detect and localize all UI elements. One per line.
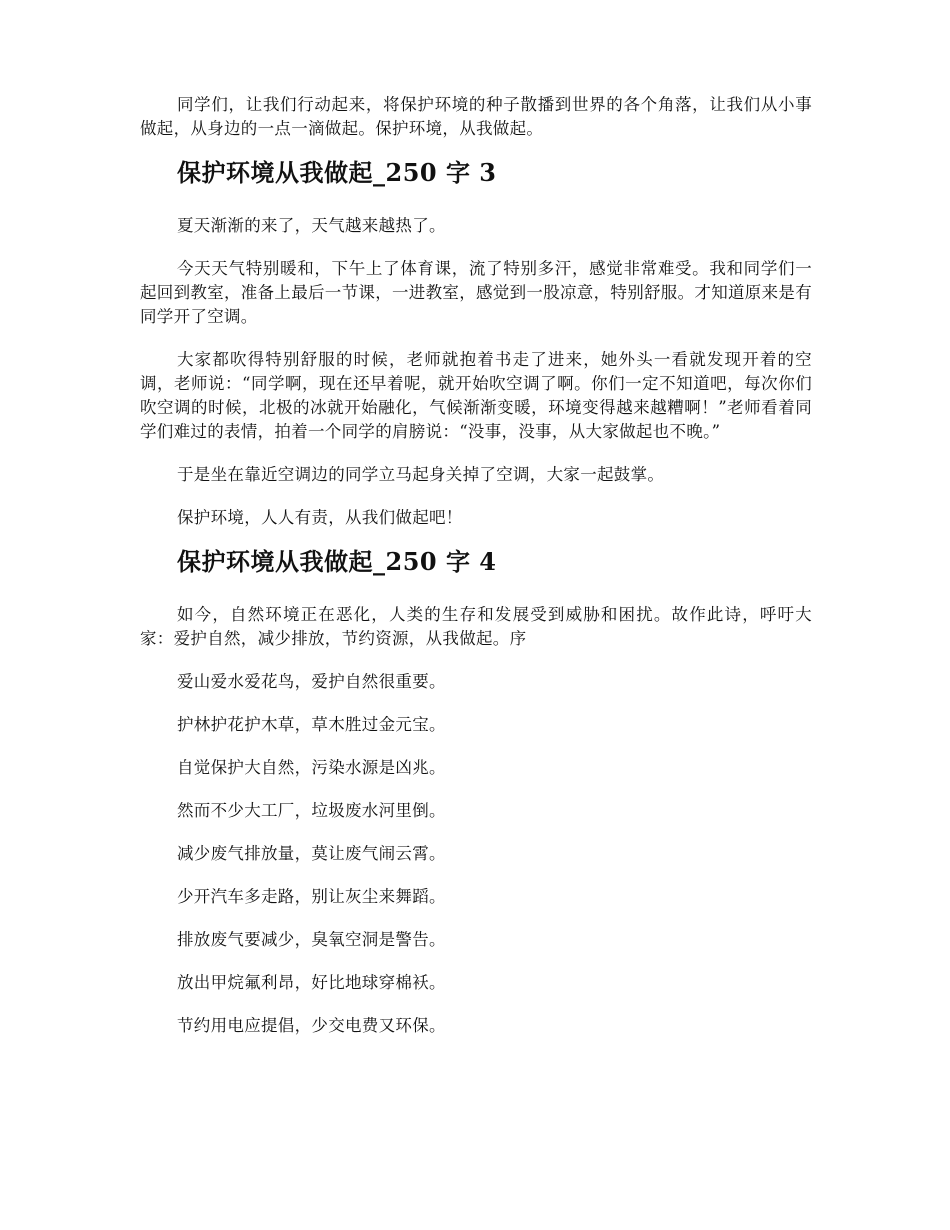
section-heading-3: 保护环境从我做起_250 字 3	[177, 158, 497, 187]
poem-line: 放出甲烷氟利昂，好比地球穿棉袄。	[177, 973, 446, 992]
poem-line: 减少废气排放量，莫让废气闹云霄。	[177, 844, 446, 863]
paragraph: 于是坐在靠近空调边的同学立马起身关掉了空调，大家一起鼓掌。	[177, 465, 665, 484]
poem-line: 少开汽车多走路，别让灰尘来舞蹈。	[177, 887, 446, 906]
paragraph: 夏天渐渐的来了，天气越来越热了。	[177, 216, 446, 235]
poem-line: 护林护花护木草，草木胜过金元宝。	[177, 715, 446, 734]
poem-line: 然而不少大工厂，垃圾废水河里倒。	[177, 801, 446, 820]
poem-line: 爱山爱水爱花鸟，爱护自然很重要。	[177, 672, 446, 691]
paragraph: 今天天气特别暖和，下午上了体育课，流了特别多汗，感觉非常难受。我和同学们一起回到教室，准备上最后一节课，一进教室，感觉到一股凉意，特别舒服。才知道原来是有同学开了空调。	[140, 259, 812, 326]
paragraph-closing-call: 同学们，让我们行动起来，将保护环境的种子散播到世界的各个角落，让我们从小事做起，从身边的一点一滴做起。保护环境，从我做起。	[140, 95, 812, 138]
poem-line: 节约用电应提倡，少交电费又环保。	[177, 1016, 446, 1035]
paragraph: 保护环境，人人有责，从我们做起吧！	[177, 508, 463, 527]
paragraph: 大家都吹得特别舒服的时候，老师就抱着书走了进来，她外头一看就发现开着的空调，老师说：“同学啊，现在还早着呢，就开始吹空调了啊。你们一定不知道吧，每次你们吹空调的时候，北极的冰就开始融化，气候渐渐变暖，环境变得越来越糟啊！”老师看着同学们难过的表情，拍着一个同学的肩膀说：“没事，没事，从大家做起也不晚。”	[140, 350, 812, 441]
paragraph: 如今，自然环境正在恶化，人类的生存和发展受到威胁和困扰。故作此诗，呼吁大家：爱护自然，减少排放，节约资源，从我做起。序	[140, 605, 812, 648]
section-heading-4: 保护环境从我做起_250 字 4	[177, 547, 497, 576]
document-content	[140, 93, 812, 1057]
poem-line: 排放废气要减少，臭氧空洞是警告。	[177, 930, 446, 949]
poem-line: 自觉保护大自然，污染水源是凶兆。	[177, 758, 446, 777]
